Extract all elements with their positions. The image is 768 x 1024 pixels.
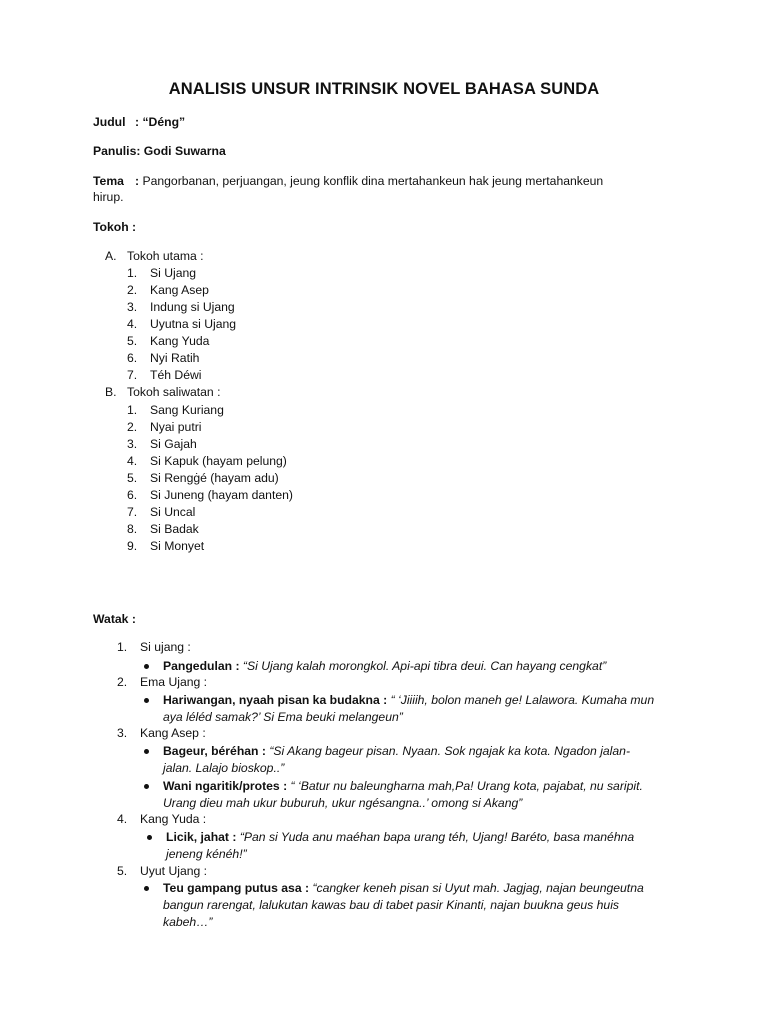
watak-item: 1. Si ujang :	[117, 640, 191, 654]
tema-sep: :	[135, 174, 140, 188]
judul-label: Judul	[93, 115, 126, 129]
tokoh-saliwatan-heading	[105, 385, 221, 399]
tokoh-saliwatan-letter: B.	[105, 385, 117, 399]
tokoh-saliwatan-list	[127, 402, 293, 555]
bullet-icon	[144, 886, 149, 891]
panulis-label: Panulis:	[93, 144, 141, 158]
watak-item: 5. Uyut Ujang :	[117, 864, 208, 878]
list-item: 4. Uyutna si Ujang	[127, 317, 237, 331]
list-item: 9. Si Monyet	[127, 539, 205, 553]
bullet-icon	[144, 784, 149, 789]
tema-value: Pangorbanan, perjuangan, jeung konflik dina mertahankeun hak jeung mertahankeun	[142, 174, 604, 188]
tokoh-utama-heading	[105, 249, 204, 263]
list-item: 3. Si Gajah	[127, 437, 197, 451]
judul-value: : “Déng”	[135, 115, 186, 129]
tokoh-utama-list	[127, 265, 236, 384]
watak-item: 2. Ema Ujang :	[117, 675, 208, 689]
bullet-icon	[144, 749, 149, 754]
tokoh-utama-label: Tokoh utama :	[127, 249, 204, 263]
watak-item: 4. Kang Yuda :	[117, 812, 207, 826]
bullet-icon	[144, 664, 149, 669]
list-item: 6. Si Juneng (hayam danten)	[127, 488, 293, 502]
tema-line	[93, 174, 603, 188]
list-item: 1. Sang Kuriang	[127, 403, 224, 417]
document-page: ANALISIS UNSUR INTRINSIK NOVEL BAHASA SUNDA Judul : “Déng” Panulis: Godi Suwarna Tema : Pangorbanan, perjuangan, jeung konflik dina mertahankeun hak jeung mertahankeun hirup. Tokoh : A. Tokoh utama : 1. Si Ujang 2. Kang Asep 3. Indung si Ujang 4. Uyutna si Ujang 5. Kang Yuda 6. Nyi Ratih 7. Téh Déwi B. Tokoh saliwatan : 1. Sang Kuriang 2. Nyai putri 3. Si Gajah 4. Si Kapuk (hayam pelung) 5. Si Rengġé (hayam adu) 6. Si Juneng (hayam danten) 7. Si Uncal 8. Si Badak 9. Si Monyet Watak : 1. Si ujang : Pangedulan : “Si Ujang kalah morongkol. Api-api tibra deui. Can hayang cengkat” 2. Ema Ujang : Hariwangan, nyaah pisan ka budakna : “ ‘Jiiiih, bolon maneh ge! Lalawora. Kumaha mun aya léléd samak?’ Si Ema beuki melangeun” 3. Kang Asep : Bageur, béréhan : “Si Akang bageur pisan. Nyaan. Sok ngajak ka kota. Ngadon jalan- jalan. Lalajo bioskop..” Wani ngaritik/protes : “ ‘Batur nu baleungharna mah,Pa! Urang kota, pajabat, nu saripit. Urang dieu mah ukur buburuh, ukur ngésangna..’ omong si Akang” 4. Kang Yuda : Licik, jahat : “Pan si Yuda anu maéhan bapa urang téh, Ujang! Baréto, basa manéhna jeneng kénéh!” 5. Uyut Ujang : Teu gampang putus asa : “cangker keneh pisan si Uyut mah. Jagjag, najan beungeutna bangun rarengat, lalukutan kawas bau di tabet pasir Kinanti, najan buukna geus huis kabeh…”	[0, 0, 768, 1024]
list-item: 5. Kang Yuda	[127, 334, 210, 348]
watak-heading: Watak :	[93, 612, 136, 626]
tokoh-saliwatan-label: Tokoh saliwatan :	[127, 385, 221, 399]
list-item: 7. Téh Déwi	[127, 368, 202, 382]
list-item: 2. Nyai putri	[127, 420, 202, 434]
list-item: 3. Indung si Ujang	[127, 300, 235, 314]
judul-line	[93, 115, 185, 129]
bullet-icon	[147, 835, 152, 840]
list-item: 1. Si Ujang	[127, 266, 197, 280]
panulis-value: Godi Suwarna	[143, 144, 226, 158]
tema-label: Tema	[93, 174, 124, 188]
tokoh-heading: Tokoh :	[93, 220, 137, 234]
list-item: 7. Si Uncal	[127, 505, 196, 519]
panulis-line	[93, 144, 226, 158]
tema-continuation: hirup.	[93, 190, 124, 204]
list-item: 5. Si Rengġé (hayam adu)	[127, 471, 279, 485]
list-item: 2. Kang Asep	[127, 283, 209, 297]
list-item: 6. Nyi Ratih	[127, 351, 200, 365]
page-title: ANALISIS UNSUR INTRINSIK NOVEL BAHASA SUNDA	[168, 80, 600, 98]
watak-item: 3. Kang Asep :	[117, 726, 206, 740]
tokoh-utama-letter: A.	[105, 249, 117, 263]
list-item: 8. Si Badak	[127, 522, 199, 536]
list-item: 4. Si Kapuk (hayam pelung)	[127, 454, 287, 468]
bullet-icon	[144, 698, 149, 703]
